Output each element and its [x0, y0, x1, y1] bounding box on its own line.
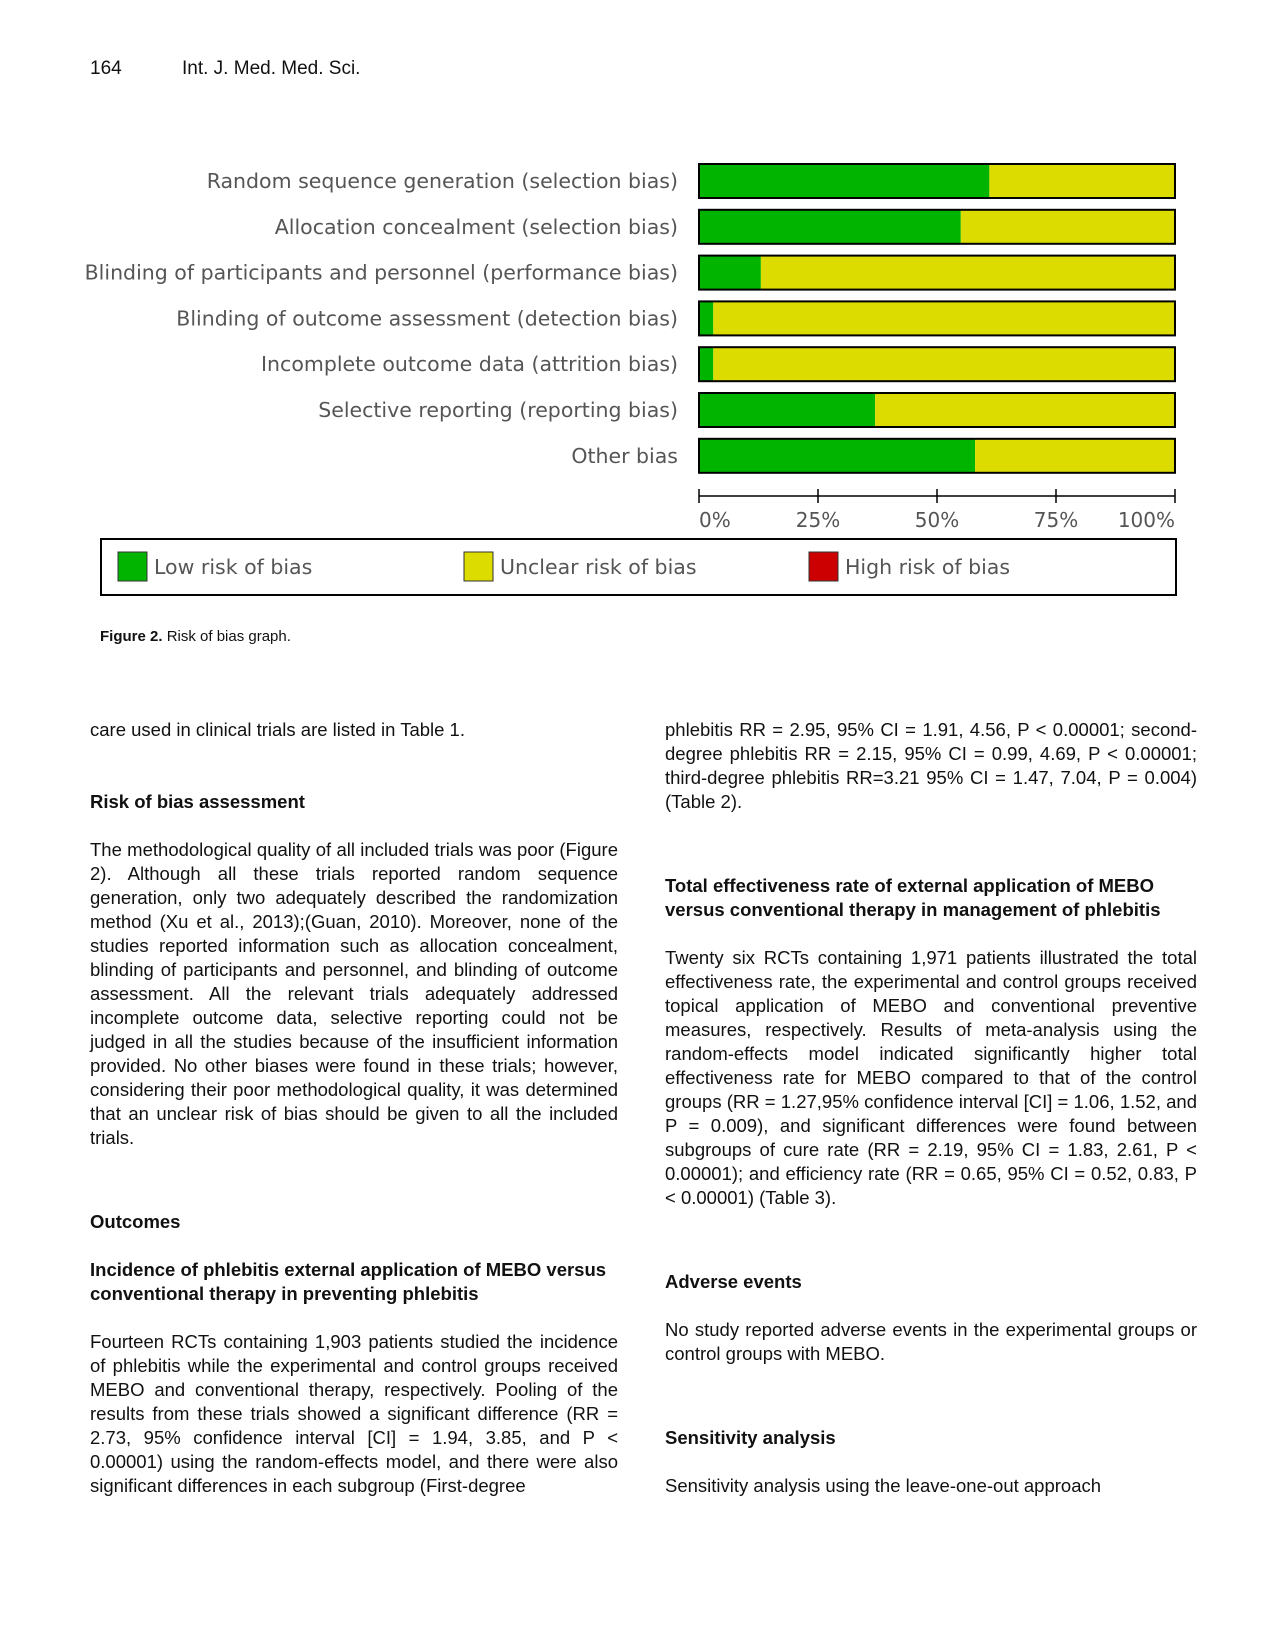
- bar-segment-unclear: [713, 301, 1175, 335]
- paragraph-total-effectiveness: Twenty six RCTs containing 1,971 patients illustrated the total effectiveness rate, the experimental and control groups received topical application of MEBO and conventional preventive measures, respectively. Results of meta-analysis using the random-effects model indicated significantly higher total effectiveness rate for MEBO compared to that of the control groups (RR = 1.27,95% confidence interval [CI] = 1.06, 1.52, and P = 0.009), and significant differences were found between subgroups of cure rate (RR = 2.19, 95% CI = 1.83, 2.61, P < 0.00001); and efficiency rate (RR = 0.65, 95% CI = 0.52, 0.83, P < 0.00001) (Table 3).: [665, 947, 1197, 1208]
- x-tick-label: 25%: [795, 508, 841, 532]
- bar-segment-low: [699, 256, 761, 290]
- legend-label: Low risk of bias: [154, 555, 313, 579]
- bar-segment-low: [699, 439, 975, 473]
- bar-segment-unclear: [713, 347, 1175, 381]
- legend-label: Unclear risk of bias: [500, 555, 697, 579]
- heading-risk-of-bias: Risk of bias assessment: [90, 791, 305, 812]
- bar-segment-unclear: [761, 256, 1175, 290]
- paragraph-risk-of-bias: The methodological quality of all included trials was poor (Figure 2). Although all these trials reported random sequence generation, only two adequately described the randomization method (Xu et al., 2013);(Guan, 2010). Moreover, none of the studies reported information such as allocation concealment, blinding of participants and personnel, and blinding of outcome assessment. All the relevant trials adequately addressed incomplete outcome data, selective reporting could not be judged in all the studies because of the insufficient information provided. No other biases were found in these trials; however, considering their poor methodological quality, it was determined that an unclear risk of bias should be given to all the included trials.: [90, 839, 618, 1148]
- figure-caption: [100, 628, 291, 645]
- left-column: [90, 718, 618, 1498]
- category-label: Blinding of outcome assessment (detection bias): [176, 306, 678, 331]
- bar-segment-low: [699, 210, 961, 244]
- figure-caption-label: Figure 2.: [100, 628, 163, 645]
- heading-adverse-events: Adverse events: [665, 1271, 802, 1292]
- category-label: Allocation concealment (selection bias): [274, 214, 678, 239]
- right-column: [665, 718, 1197, 1498]
- x-tick-label: 0%: [699, 508, 731, 532]
- category-label: Other bias: [571, 443, 678, 468]
- heading-total-effectiveness: Total effectiveness rate of external application of MEBO versus conventional therapy in management of phlebitis: [665, 875, 1161, 920]
- paragraph-sensitivity-analysis: Sensitivity analysis using the leave-one-out approach: [665, 1475, 1102, 1496]
- legend-swatch: [809, 552, 838, 581]
- x-tick-label: 100%: [1117, 508, 1175, 532]
- bar-segment-low: [699, 347, 713, 381]
- heading-sensitivity-analysis: Sensitivity analysis: [665, 1427, 836, 1448]
- legend-swatch: [464, 552, 493, 581]
- journal-name: Int. J. Med. Med. Sci.: [182, 58, 361, 79]
- bar-segment-unclear: [875, 393, 1175, 427]
- category-label: Blinding of participants and personnel (performance bias): [84, 260, 678, 285]
- bar-segment-unclear: [975, 439, 1175, 473]
- heading-incidence: Incidence of phlebitis external application of MEBO versus conventional therapy in preventing phlebitis: [90, 1259, 607, 1304]
- bar-segment-low: [699, 301, 713, 335]
- legend-label: High risk of bias: [845, 555, 1011, 579]
- page-number: 164: [90, 58, 122, 79]
- x-tick-label: 75%: [1033, 508, 1079, 532]
- category-label: Random sequence generation (selection bias): [206, 169, 678, 193]
- risk-of-bias-chart: [0, 0, 1275, 620]
- bar-segment-low: [699, 164, 989, 198]
- category-label: Incomplete outcome data (attrition bias): [261, 352, 678, 377]
- paragraph-adverse-events: No study reported adverse events in the experimental groups or control groups with MEBO.: [665, 1319, 1197, 1364]
- bar-segment-low: [699, 393, 875, 427]
- bar-segment-unclear: [961, 210, 1175, 244]
- legend-swatch: [118, 552, 147, 581]
- category-label: Selective reporting (reporting bias): [318, 398, 678, 422]
- paragraph-intro: care used in clinical trials are listed in Table 1.: [90, 719, 465, 740]
- heading-outcomes: Outcomes: [90, 1211, 181, 1232]
- paragraph-phlebitis-continued: phlebitis RR = 2.95, 95% CI = 1.91, 4.56, P < 0.00001; second-degree phlebitis RR = 2.15, 95% CI = 0.99, 4.69, P < 0.00001; third-degree phlebitis RR=3.21 95% CI = 1.47, 7.04, P = 0.004) (Table 2).: [665, 719, 1197, 812]
- bar-segment-unclear: [989, 164, 1175, 198]
- paragraph-incidence: Fourteen RCTs containing 1,903 patients studied the incidence of phlebitis while the experimental and control groups received MEBO and conventional therapy, respectively. Pooling of the results from these trials showed a significant difference (RR = 2.73, 95% confidence interval [CI] = 1.94, 3.85, and P < 0.00001) using the random-effects model, and there were also significant differences in each subgroup (First-degree: [90, 1331, 618, 1496]
- x-tick-label: 50%: [914, 508, 960, 532]
- figure-caption-text: Risk of bias graph.: [166, 628, 291, 645]
